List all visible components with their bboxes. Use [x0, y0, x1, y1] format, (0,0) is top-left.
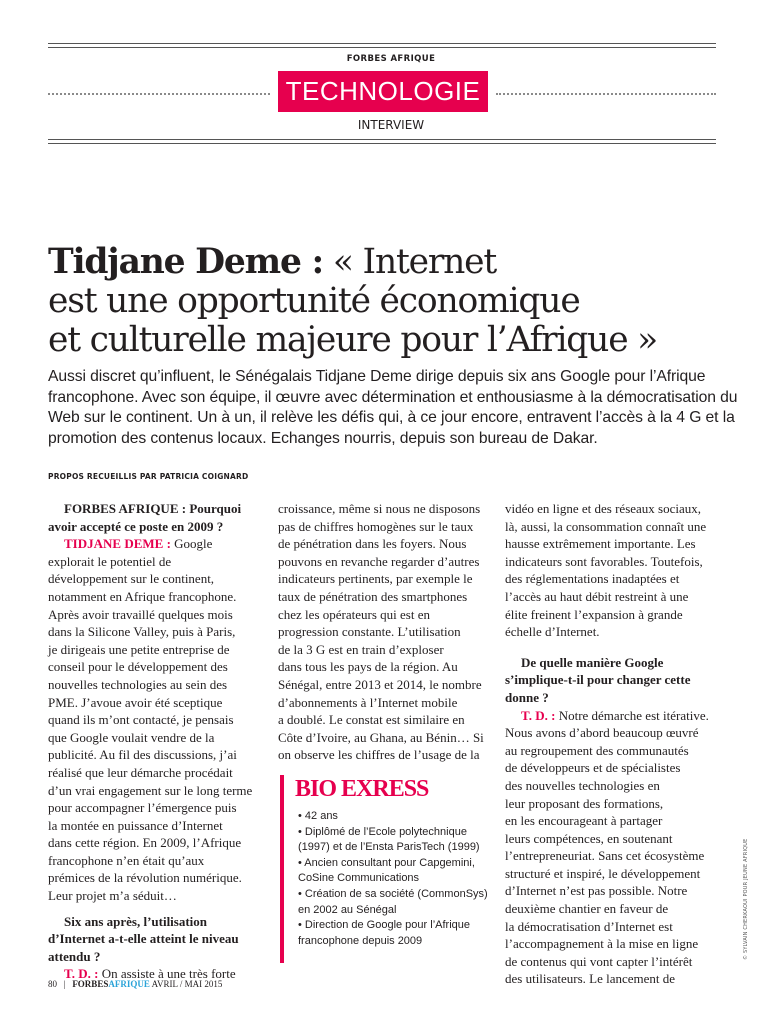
- article-column-2: [278, 500, 493, 764]
- bio-line: • 42 ans: [298, 810, 338, 822]
- magazine-brand: FORBES AFRIQUE: [346, 54, 436, 64]
- body-line: notamment en Afrique francophone.: [48, 588, 237, 604]
- byline: PROPOS RECUEILLIS PAR PATRICIA COIGNARD: [48, 472, 249, 481]
- body-line: nouvelles technologies au sein des: [48, 676, 228, 692]
- body-line: structuré et inspiré, le développement: [505, 865, 701, 881]
- body-line: de développeurs et de spécialistes: [505, 760, 681, 776]
- paragraph-gap: [505, 641, 727, 654]
- bio-express-box: [280, 775, 499, 963]
- body-line: Après avoir travaillé quelques mois: [48, 606, 233, 622]
- body-line: au regroupement des communautés: [505, 742, 689, 758]
- article-headline: [48, 243, 748, 360]
- headline-name: Tidjane Deme :: [48, 242, 324, 282]
- body-line: de pénétration dans les foyers. Nous: [278, 536, 467, 552]
- body-line: là, aussi, la consommation connaît une: [505, 518, 707, 534]
- body-line: explorait le potentiel de: [48, 553, 172, 569]
- body-line: d’un vrai engagement sur le long terme: [48, 782, 253, 798]
- speaker-label: TIDJANE DEME :: [64, 536, 171, 552]
- body-line: dans la Silicone Valley, puis à Paris,: [48, 624, 236, 640]
- body-line: réalisé que leur démarche procédait: [48, 764, 233, 780]
- body-line: je dirigeais une petite entreprise de: [48, 641, 230, 657]
- answer-text: Google: [170, 536, 213, 552]
- bio-list: [298, 809, 488, 949]
- speaker-label: T. D. :: [521, 707, 556, 723]
- body-line: dans cette région. En 2009, l’Afrique: [48, 835, 242, 851]
- bio-item: [298, 887, 488, 918]
- body-line: quand ils m’ont contacté, je pensais: [48, 712, 234, 728]
- article-column-1: [48, 500, 258, 983]
- bio-line: • Direction de Google pour l’Afrique: [298, 919, 470, 932]
- body-line: Nous avons d’abord beaucoup œuvré: [505, 725, 699, 741]
- bio-item: [298, 809, 488, 825]
- dotted-rule-right: [496, 93, 716, 95]
- body-line: leur proposant des formations,: [505, 795, 664, 811]
- question-line: donne ?: [505, 689, 549, 705]
- body-line: la montée en puissance d’Internet: [48, 817, 223, 833]
- question-line: s’implique-t-il pour changer cette: [505, 672, 691, 688]
- bio-line: en 2002 au Sénégal: [298, 903, 397, 916]
- bio-line: (1997) et de l’Ensta ParisTech (1999): [298, 841, 480, 854]
- headline-line: [48, 243, 748, 282]
- body-line: conseil pour le développement des: [48, 659, 228, 675]
- dotted-rule-left: [48, 93, 270, 95]
- footer-issue: AVRIL / MAI 2015: [151, 979, 223, 989]
- body-line: vidéo en ligne et des réseaux sociaux,: [505, 501, 702, 516]
- body-line: indicateurs sont favorables. Toutefois,: [505, 553, 703, 569]
- body-line: publicité. Au fil des discussions, j’ai: [48, 747, 237, 763]
- body-line: francophone n’en était qu’aux: [48, 852, 205, 868]
- answer-line: [505, 707, 727, 725]
- article-lead: Aussi discret qu’influent, le Sénégalais Tidjane Deme dirige depuis six ans Google pour l’Afrique francophone. Avec son équipe, il œuvre avec détermination et enthousiasme à la démocratisation du Web sur le continent. Un à un, il relève les défis qui, à ce jour encore, entravent l’accès à la 4 G et la promotion des contenus locaux. Echanges nourris, depuis son bureau de Dakar.: [48, 368, 738, 447]
- body-line: taux de pénétration des smartphones: [278, 588, 468, 604]
- section-label: TECHNOLOGIE: [278, 71, 488, 112]
- body-line: la démocratisation d’Internet est: [505, 918, 673, 934]
- body-line: des utilisateurs. Le lancement de: [505, 971, 676, 987]
- body-line: des réglementations inadaptées et: [505, 571, 680, 587]
- bio-item: [298, 825, 488, 856]
- bio-item: [298, 856, 488, 887]
- body-line: de la 3 G est en train d’exploser: [278, 641, 444, 657]
- body-line: d’Internet n’est pas possible. Notre: [505, 883, 688, 899]
- body-line: chez les opérateurs qui est en: [278, 606, 430, 622]
- body-line: l’accès au haut débit restreint à une: [505, 588, 689, 604]
- bio-line: • Ancien consultant pour Capgemini,: [298, 856, 475, 869]
- body-line: leurs compétences, en soutenant: [505, 830, 673, 846]
- question-line: De quelle manière Google: [521, 654, 664, 670]
- body-line: élite freinent l’expansion à grande: [505, 606, 683, 622]
- headline-quote-start: « Internet: [332, 242, 497, 282]
- body-line: dans tous les pays de la région. Au: [278, 659, 458, 675]
- speaker-label: T. D. :: [64, 966, 99, 982]
- footer-brand: FORBES: [72, 979, 109, 989]
- page-footer: [48, 979, 222, 989]
- footer-separator: |: [63, 979, 66, 989]
- question-line: d’Internet a-t-elle atteint le niveau: [48, 931, 239, 947]
- bio-line: CoSine Communications: [298, 872, 420, 885]
- body-line: Leur projet m’a séduit…: [48, 888, 177, 904]
- header-bottom-rule: [48, 139, 716, 140]
- question-line: FORBES AFRIQUE : Pourquoi: [64, 501, 242, 516]
- footer-brand-accent: AFRIQUE: [108, 979, 150, 989]
- body-line: on observe les chiffres de l’usage de la: [278, 747, 480, 763]
- body-line: progression constante. L’utilisation: [278, 624, 461, 640]
- bio-line: • Diplômé de l’Ecole polytechnique: [298, 825, 467, 838]
- answer-text: On assiste à une très forte: [98, 966, 236, 982]
- body-line: Côte d’Ivoire, au Ghana, au Bénin… Si: [278, 729, 484, 745]
- body-line: pas de chiffres homogènes sur le taux: [278, 518, 474, 534]
- body-line: deuxième chantier en faveur de: [505, 901, 669, 917]
- headline-line: et culturelle majeure pour l’Afrique »: [48, 320, 658, 360]
- header-bottom-rule-inner: [48, 143, 716, 144]
- bio-line: • Création de sa société (CommonSys): [298, 887, 488, 900]
- bio-item: [298, 918, 488, 949]
- body-line: a doublé. Le constat est similaire en: [278, 712, 465, 728]
- body-line: indicateurs pertinents, par exemple le: [278, 571, 473, 587]
- body-line: l’entrepreneuriat. Sans cet écosystème: [505, 848, 705, 864]
- body-line: Sénégal, entre 2013 et 2014, le nombre: [278, 676, 482, 692]
- answer-line: [48, 535, 258, 553]
- body-line: d’abonnements à l’Internet mobile: [278, 694, 458, 710]
- body-line: des nouvelles technologies en: [505, 777, 660, 793]
- body-line: en les encourageant à partager: [505, 813, 663, 829]
- bio-title: BIO EXRESS: [295, 776, 429, 802]
- top-rule-inner: [48, 47, 716, 48]
- body-line: hausse extrêmement importante. Les: [505, 536, 696, 552]
- body-line: l’accompagnement à la mise en ligne: [505, 936, 699, 952]
- body-line: pouvons en revanche regarder d’autres: [278, 553, 480, 569]
- question-line: Six ans après, l’utilisation: [64, 913, 208, 929]
- rubric-label: INTERVIEW: [357, 118, 425, 132]
- body-line: de contenus qui vont capter l’intérêt: [505, 953, 693, 969]
- page-number: 80: [48, 979, 57, 989]
- body-line: développement sur le continent,: [48, 571, 215, 587]
- question-line: attendu ?: [48, 948, 101, 964]
- article-column-3: [505, 500, 727, 988]
- top-rule: [48, 43, 716, 44]
- body-line: échelle d’Internet.: [505, 624, 600, 640]
- paragraph-gap: [48, 905, 258, 913]
- headline-line: est une opportunité économique: [48, 281, 580, 321]
- body-line: PME. J’avoue avoir été sceptique: [48, 694, 223, 710]
- body-line: que Google voulait vendre de la: [48, 729, 215, 745]
- photo-credit: © SYLVAIN CHERKAOUI POUR JEUNE AFRIQUE: [743, 838, 749, 960]
- body-line: prémices de la révolution numérique.: [48, 870, 242, 886]
- body-line: croissance, même si nous ne disposons: [278, 501, 481, 516]
- question-line: avoir accepté ce poste en 2009 ?: [48, 518, 224, 534]
- body-line: pour accompagner l’émergence puis: [48, 800, 237, 816]
- answer-text: Notre démarche est itérative.: [555, 707, 709, 723]
- bio-line: francophone depuis 2009: [298, 934, 423, 947]
